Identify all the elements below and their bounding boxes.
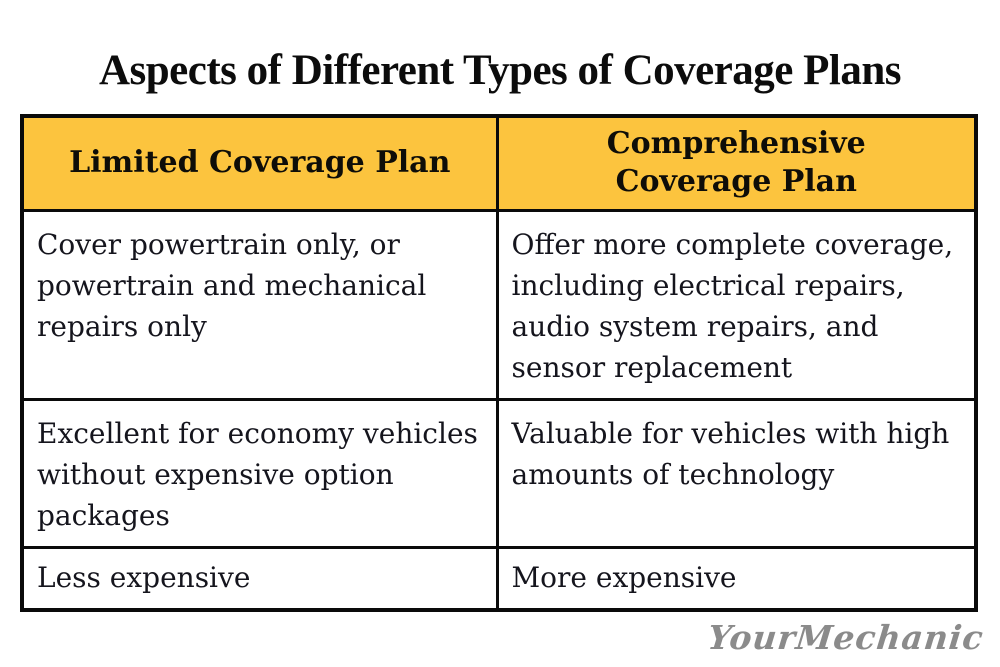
yourmechanic-logo: YourMechanic	[706, 618, 987, 657]
table-row	[22, 547, 976, 610]
column-header-comprehensive-coverage-plan: Comprehensive Coverage Plan	[497, 116, 976, 210]
table-header-row	[22, 116, 976, 210]
table-row	[22, 399, 976, 547]
column-header-limited-coverage-plan: Limited Coverage Plan	[22, 116, 497, 210]
cell-comprehensive-price: More expensive	[497, 547, 976, 610]
page-title: Aspects of Different Types of Coverage Plans	[98, 47, 902, 94]
cell-limited-price: Less expensive	[22, 547, 497, 610]
cell-limited-coverage-scope: Cover powertrain only, or powertrain and mechanical repairs only	[22, 210, 497, 399]
coverage-comparison-table	[20, 114, 978, 612]
cell-comprehensive-best-for: Valuable for vehicles with high amounts of technology	[497, 399, 976, 547]
cell-limited-best-for: Excellent for economy vehicles without expensive option packages	[22, 399, 497, 547]
table-row	[22, 210, 976, 399]
cell-comprehensive-coverage-scope: Offer more complete coverage, including electrical repairs, audio system repairs, and sensor replacement	[497, 210, 976, 399]
